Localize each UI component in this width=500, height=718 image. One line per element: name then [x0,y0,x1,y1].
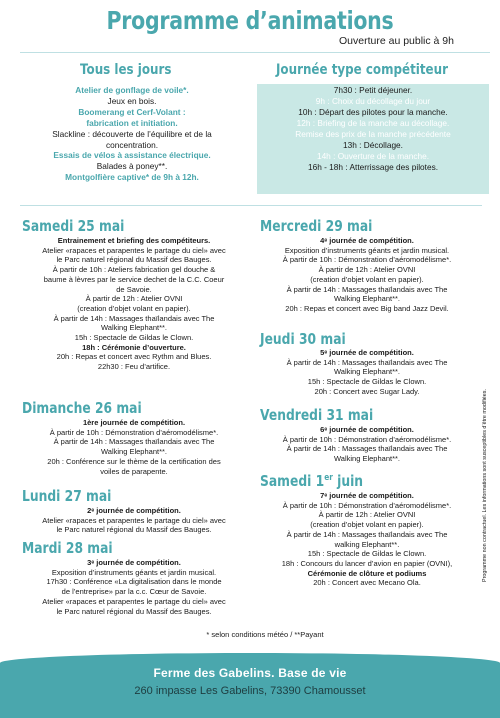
event-line: Walking Elephant**. [100,323,167,333]
event-line: À partir de 14h : Massages thaïlandais avec The [53,313,215,323]
schedule-line: 14h : Ouverture de la manche. [316,151,430,161]
event-line: 1ère journée de compétition. [82,418,186,427]
schedule-line: 7h30 : Petit déjeuner. [333,85,413,95]
event-line: À partir de 14h : Massages thaïlandais avec The [286,357,448,367]
event-line: À partir de 10h : Démonstration d’aéromodélisme*. [282,500,452,510]
day-block-mercredi-29 [254,236,480,314]
event-line: 5ᵉ journée de compétition. [320,348,414,357]
event-line: 15h : Spectacle de Gildas le Clown. [307,549,427,559]
top-divider [20,52,490,53]
event-line: À partir de 12h : Atelier OVNI [85,294,183,304]
schedule-line: 13h : Décollage. [343,140,403,150]
everyday-item: fabrication et initiation. [86,117,178,128]
day-block-samedi-25 [18,236,250,372]
event-line: À partir de 10h : Ateliers fabrication gel douche & [52,265,216,275]
day-heading-jeudi-30: Jeudi 30 mai [260,330,346,348]
event-line: 18h : Concours du lancer d’avion en papier (OVNI), [281,558,453,568]
footnote: * selon conditions météo / **Payant [206,630,324,639]
footer-address: 260 impasse Les Gabelins, 73390 Chamousset [134,685,366,697]
day-heading-samedi-25: Samedi 25 mai [22,217,125,235]
event-line: À partir de 10h : Démonstration d’aéromodélisme*. [49,427,219,437]
day-block-mardi-28 [18,558,250,616]
day-block-vendredi-31 [254,425,480,464]
event-line: À partir de 12h : Atelier OVNI [318,510,416,520]
schedule-line: 9h : Choix du décollage du jour [315,96,431,106]
event-line: (creation d’objet volant en papier). [77,303,191,313]
side-disclaimer: Programme non contractuel. Les informations sont susceptibles d’être modifiées. [482,389,488,582]
everyday-list [14,85,250,183]
event-line: Walking Elephant**. [333,294,400,304]
event-line: Walking Elephant**. [100,447,167,457]
everyday-heading: Tous les jours [80,62,172,78]
day-heading-samedi-1: Samedi 1er juin [260,472,364,490]
everyday-item: Jeux en bois. [107,95,157,106]
event-line: 15h : Spectacle de Gildas le Clown. [74,333,194,343]
event-line: 15h : Spectacle de Gildas le Clown. [307,377,427,387]
day-heading-lundi-27: Lundi 27 mai [22,487,112,505]
day-heading-vendredi-31: Vendredi 31 mai [260,406,374,424]
event-line: À partir de 14h : Massages thaïlandais avec The [286,529,448,539]
everyday-item: Balades à poney**. [96,161,168,172]
event-line: Exposition d’instruments géants et jardin musical. [51,567,217,577]
day-block-jeudi-30 [254,348,480,397]
footer-banner [0,653,500,718]
event-line: Exposition d’instruments géants et jardin musical. [284,245,450,255]
day-block-samedi-1 [254,491,480,588]
event-line: voiles de parapente. [100,466,168,476]
typical-day-heading: Journée type compétiteur [276,62,448,78]
event-line: Atelier «rapaces et parapentes le partage du ciel» avec [42,245,226,255]
schedule-line: 10h : Départ des pilotes pour la manche. [298,107,448,117]
event-line: le Parc naturel régional du Massif des Bauges. [56,525,212,535]
event-line: 20h : Repas et concert avec Big band Jazz Devil. [285,303,449,313]
event-line: le Parc naturel régional du Massif des Bauges. [56,255,212,265]
footer-place: Ferme des Gabelins. Base de vie [153,666,347,680]
day-heading-mardi-28: Mardi 28 mai [22,539,113,557]
event-line: Atelier «rapaces et parapentes le partage du ciel» avec [42,515,226,525]
event-line: À partir de 14h : Massages thaïlandais avec The [53,437,215,447]
event-line: 6ᵉ journée de compétition. [320,425,414,434]
event-line: walking Elephant**. [334,539,400,549]
event-line: de Savoie. [116,284,152,294]
section-divider [20,205,482,206]
event-line: À partir de 12h : Atelier OVNI [318,265,416,275]
event-line: 20h : Repas et concert avec Rythm and Blues. [56,352,212,362]
event-line: baume à lèvres par le service dechet de la C.C. Coeur [43,274,225,284]
event-line: (creation d’objet volant en papier). [310,520,424,530]
typical-day-box [257,84,489,194]
everyday-item: Atelier de gonflage de voile*. [75,85,189,95]
page-title: Programme d’animations [106,6,394,35]
event-line: Walking Elephant**. [333,454,400,464]
event-line: 20h : Conférence sur le thème de la certification des [47,456,221,466]
event-line: 20h : Concert avec Sugar Lady. [314,386,420,396]
event-line: 7ᵉ journée de compétition. [320,491,414,500]
event-line: À partir de 10h : Démonstration d’aéromodélisme*. [282,434,452,444]
event-line: 18h : Cérémonie d’ouverture. [82,342,186,352]
day-heading-mercredi-29: Mercredi 29 mai [260,217,373,235]
event-line: Entrainement et briefing des compétiteurs. [57,236,211,245]
everyday-item: Essais de vélos à assistance électrique. [53,150,211,161]
event-line: À partir de 14h : Massages thaïlandais avec The [286,444,448,454]
event-line: À partir de 10h : Démonstration d’aéromodélisme*. [282,255,452,265]
event-line: Walking Elephant**. [333,367,400,377]
schedule-line: Remise des prix de la manche précédente [295,129,451,139]
schedule-line: 16h - 18h : Atterrissage des pilotes. [307,162,439,172]
event-line: 17h30 : Conférence «La digitalisation dans le monde [46,577,222,587]
day-block-lundi-27 [18,506,250,535]
everyday-item: Boomerang et Cerf-Volant : [78,106,186,117]
everyday-item: Slackline : découverte de l’équilibre et de la [52,128,212,139]
event-line: 20h : Concert avec Mecano Ola. [313,578,421,588]
everyday-item: Montgolfière captive* de 9h à 12h. [65,172,199,183]
event-line: 4ᵉ journée de compétition. [320,236,414,245]
day-block-dimanche-26 [18,418,250,476]
event-line: de l’entreprise» par la c.c. Cœur de Savoie. [61,587,207,597]
event-line: Cérémonie de clôture et podiums [307,568,427,578]
day-heading-dimanche-26: Dimanche 26 mai [22,399,142,417]
event-line: le Parc naturel régional du Massif des Bauges. [56,606,212,616]
event-line: Atelier «rapaces et parapentes le partage du ciel» avec [42,596,226,606]
event-line: (creation d’objet volant en papier). [310,274,424,284]
event-line: À partir de 14h : Massages thaïlandais avec The [286,284,448,294]
event-line: 2ᵉ journée de compétition. [87,506,181,515]
event-line: 3ᵉ journée de compétition. [87,558,181,567]
page-subtitle: Ouverture au public à 9h [339,35,454,47]
event-line: 22h30 : Feu d’artifice. [97,362,171,372]
schedule-line: 12h : Briefing de la manche au décollage. [296,118,450,128]
everyday-item: concentration. [105,139,159,150]
